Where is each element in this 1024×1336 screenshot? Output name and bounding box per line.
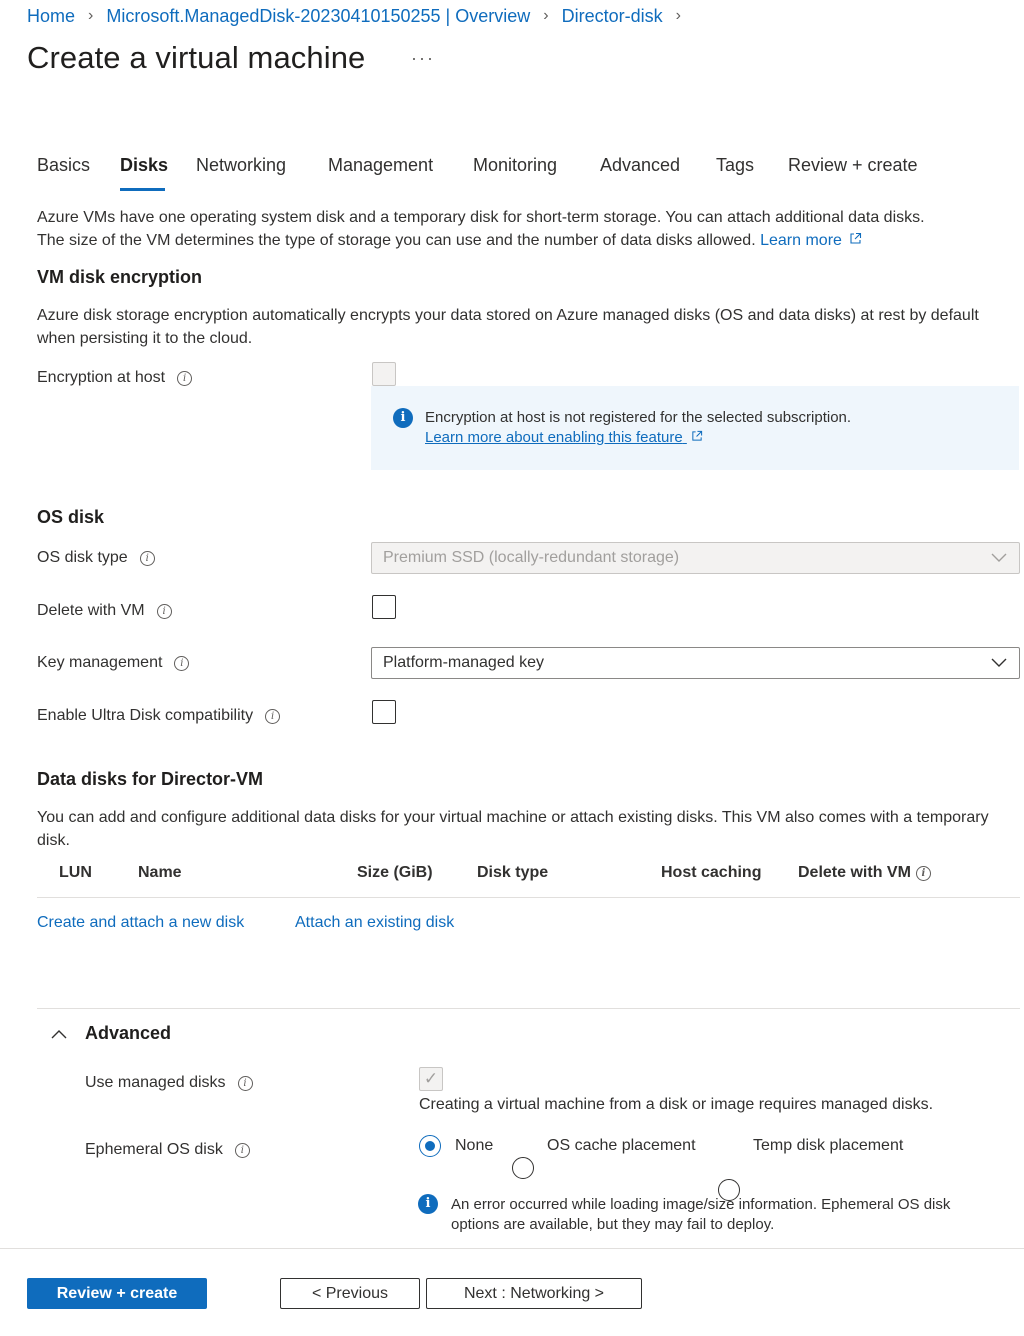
encryption-description: Azure disk storage encryption automatically encrypts your data stored on Azure managed disks (OS and data disks) at rest by default when persisting it to the cloud. xyxy=(37,307,979,347)
disks-intro xyxy=(37,206,1012,252)
breadcrumb xyxy=(27,5,694,27)
attach-existing-disk-link[interactable]: Attach an existing disk xyxy=(295,914,455,931)
intro-line-1: Azure VMs have one operating system disk and a temporary disk for short-term storage. You can attach additional data disks. xyxy=(37,209,925,226)
column-header-size: Size (GiB) xyxy=(357,864,433,881)
info-icon[interactable]: i xyxy=(238,1076,253,1091)
ultra-disk-label: Enable Ultra Disk compatibility i xyxy=(37,707,280,725)
encryption-at-host-label: Encryption at host i xyxy=(37,369,192,387)
column-header-disk-type: Disk type xyxy=(477,864,549,881)
table-divider xyxy=(37,897,1020,898)
external-link-icon xyxy=(691,430,703,442)
footer-bar xyxy=(0,1248,1024,1336)
breadcrumb-managed-disk-overview[interactable]: Microsoft.ManagedDisk-20230410150255 | Overview xyxy=(106,5,531,26)
os-delete-with-vm-label: Delete with VM i xyxy=(37,602,172,620)
radio-temp-disk-placement-label[interactable]: Temp disk placement xyxy=(753,1137,904,1154)
breadcrumb-director-disk[interactable]: Director-disk xyxy=(561,5,663,26)
ephemeral-os-disk-radio-group xyxy=(419,1134,979,1158)
review-create-button[interactable]: Review + create xyxy=(27,1278,207,1309)
tab-tags[interactable]: Tags xyxy=(716,155,755,175)
chevron-right-icon: › xyxy=(675,7,681,24)
info-icon[interactable]: i xyxy=(916,866,931,881)
learn-more-encryption-link[interactable]: Learn more about enabling this feature xyxy=(425,429,703,446)
use-managed-disks-checkbox[interactable]: ✓ xyxy=(419,1067,443,1091)
column-header-lun: LUN xyxy=(59,864,92,881)
radio-none[interactable] xyxy=(419,1135,441,1157)
encryption-info-box xyxy=(371,386,1019,470)
info-icon[interactable]: i xyxy=(177,371,192,386)
os-disk-heading: OS disk xyxy=(37,507,105,527)
os-disk-type-label: OS disk type i xyxy=(37,549,155,567)
chevron-up-icon xyxy=(50,1028,68,1040)
column-header-host-caching: Host caching xyxy=(661,864,762,881)
use-managed-disks-label: Use managed disks i xyxy=(85,1074,253,1092)
next-networking-button[interactable]: Next : Networking > xyxy=(426,1278,642,1309)
info-filled-icon: i xyxy=(418,1194,438,1214)
advanced-heading: Advanced xyxy=(85,1023,172,1043)
create-attach-new-disk-link[interactable]: Create and attach a new disk xyxy=(37,914,245,931)
info-icon[interactable]: i xyxy=(140,551,155,566)
column-header-name: Name xyxy=(138,864,182,881)
chevron-down-icon xyxy=(991,551,1007,563)
tab-networking[interactable]: Networking xyxy=(196,155,287,175)
tab-monitoring[interactable]: Monitoring xyxy=(473,155,558,175)
learn-more-link[interactable]: Learn more xyxy=(760,232,862,249)
encryption-at-host-checkbox[interactable] xyxy=(372,362,396,386)
info-icon[interactable]: i xyxy=(157,604,172,619)
section-divider xyxy=(37,1008,1020,1009)
ultra-disk-checkbox[interactable] xyxy=(372,700,396,724)
os-disk-type-dropdown[interactable]: Premium SSD (locally-redundant storage) xyxy=(371,542,1020,574)
previous-button[interactable]: < Previous xyxy=(280,1278,420,1309)
advanced-section-toggle[interactable] xyxy=(50,1023,171,1044)
ephemeral-error-message: An error occurred while loading image/size information. Ephemeral OS disk options are available, but they may fail to deploy. xyxy=(451,1196,951,1233)
radio-os-cache-placement[interactable] xyxy=(512,1157,534,1179)
key-management-dropdown[interactable]: Platform-managed key xyxy=(371,647,1020,679)
tab-disks[interactable]: Disks xyxy=(120,155,169,175)
chevron-down-icon xyxy=(991,656,1007,668)
column-header-delete-with-vm: Delete with VM i xyxy=(798,864,931,882)
tab-advanced[interactable]: Advanced xyxy=(600,155,681,175)
data-disks-table-header xyxy=(37,862,1020,898)
managed-disks-note: Creating a virtual machine from a disk or image requires managed disks. xyxy=(419,1096,934,1113)
tab-review-create[interactable]: Review + create xyxy=(788,155,918,175)
breadcrumb-home[interactable]: Home xyxy=(27,5,76,26)
tab-basics[interactable]: Basics xyxy=(37,155,91,175)
active-tab-indicator xyxy=(120,188,165,191)
info-icon[interactable]: i xyxy=(235,1143,250,1158)
radio-os-cache-placement-label[interactable]: OS cache placement xyxy=(547,1137,696,1154)
chevron-right-icon: › xyxy=(88,7,94,24)
info-icon[interactable]: i xyxy=(265,709,280,724)
external-link-icon xyxy=(849,232,862,245)
data-disks-description: You can add and configure additional data disks for your virtual machine or attach existing disks. This VM also comes with a temporary disk. xyxy=(37,809,989,849)
ephemeral-os-disk-label: Ephemeral OS disk i xyxy=(85,1141,250,1159)
intro-line-2: The size of the VM determines the type of storage you can use and the number of data disks allowed. Learn more xyxy=(37,229,1012,252)
info-icon[interactable]: i xyxy=(174,656,189,671)
chevron-right-icon: › xyxy=(543,7,549,24)
os-delete-with-vm-checkbox[interactable] xyxy=(372,595,396,619)
more-options-icon[interactable]: ··· xyxy=(411,48,435,68)
page-title: Create a virtual machine xyxy=(27,40,366,75)
key-management-label: Key management i xyxy=(37,654,189,672)
encryption-info-message: Encryption at host is not registered for the selected subscription. xyxy=(425,409,852,426)
tab-management[interactable]: Management xyxy=(328,155,434,175)
info-filled-icon: i xyxy=(393,408,413,428)
data-disks-heading: Data disks for Director-VM xyxy=(37,769,264,789)
radio-none-label[interactable]: None xyxy=(455,1137,494,1154)
vm-disk-encryption-heading: VM disk encryption xyxy=(37,267,203,287)
